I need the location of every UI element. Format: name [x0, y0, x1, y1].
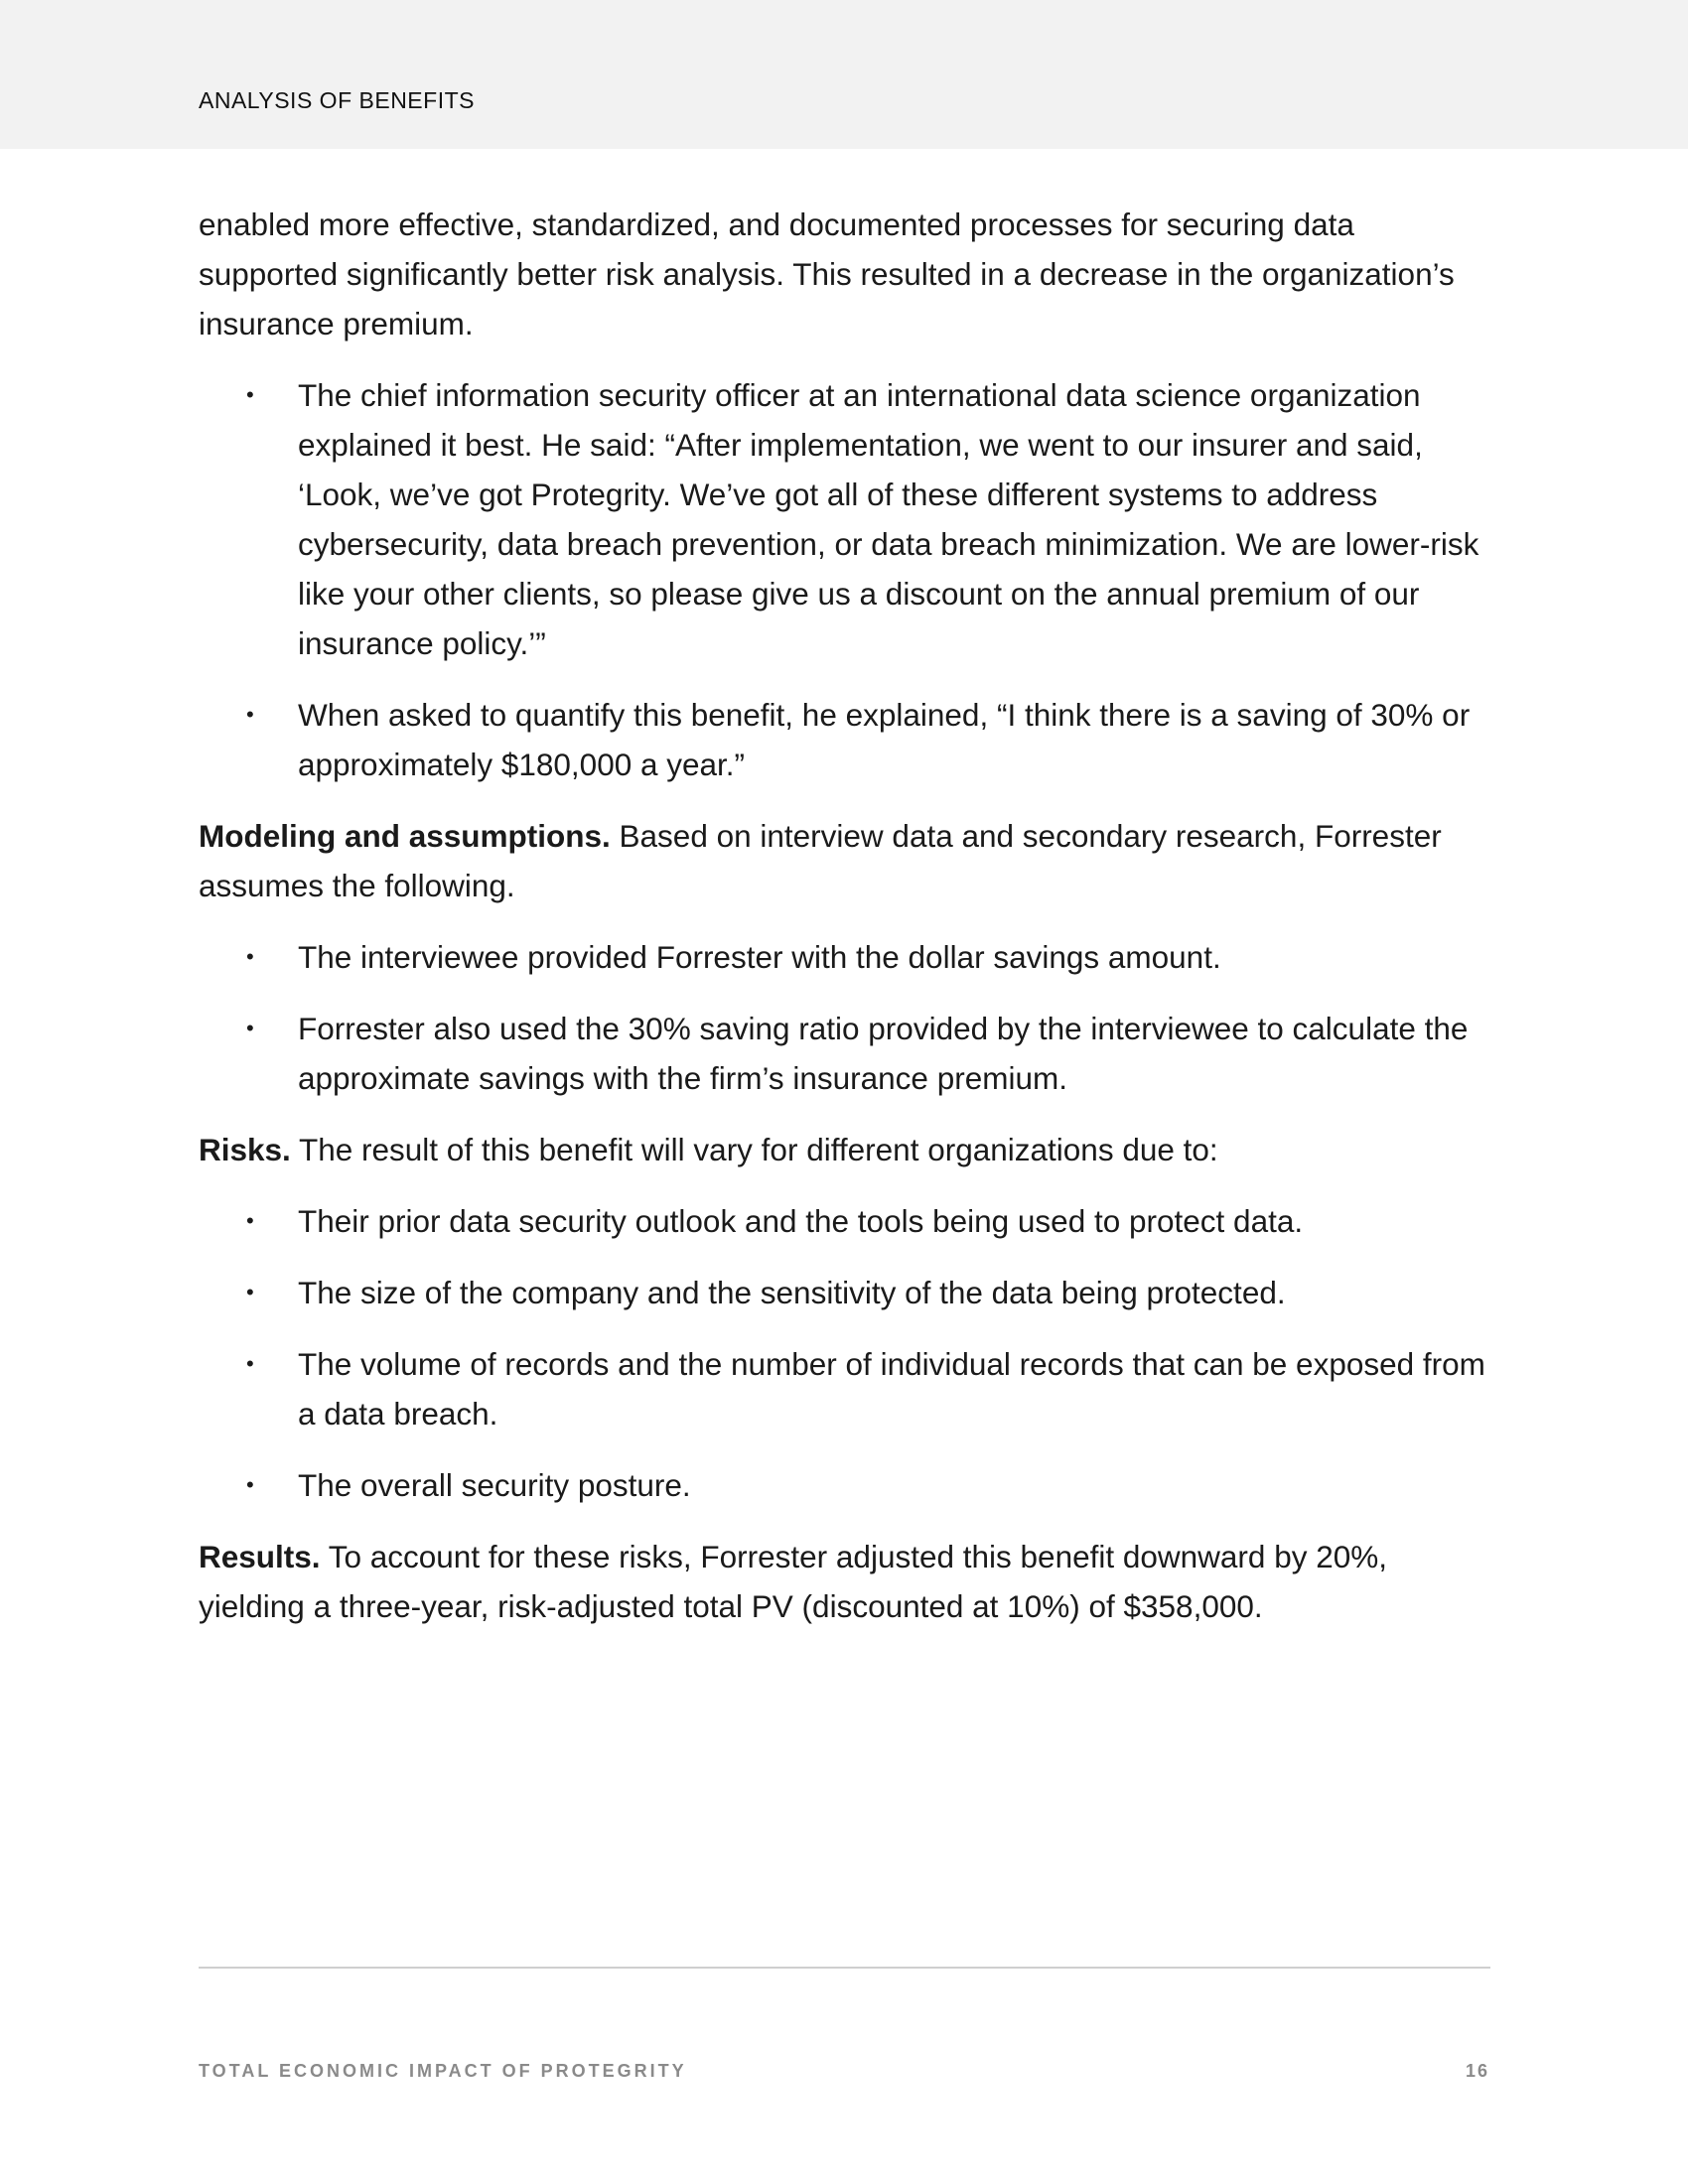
list-item-text: When asked to quantify this benefit, he explained, “I think there is a saving of 30% or approximately $180,000 a year.”: [298, 697, 1471, 782]
risks-label: Risks.: [199, 1132, 291, 1167]
bullet-icon: •: [246, 1351, 254, 1376]
risks-text: The result of this benefit will vary for different organizations due to:: [290, 1132, 1218, 1167]
list-item-text: The volume of records and the number of individual records that can be exposed from a data breach.: [298, 1346, 1485, 1432]
bullet-icon: •: [246, 1472, 254, 1497]
results-text: To account for these risks, Forrester adjusted this benefit downward by 20%, yielding a three-year, risk-adjusted total PV (discounted at 10%) of $358,000.: [199, 1539, 1388, 1624]
risks-list: [199, 1196, 1489, 1510]
results-label: Results.: [199, 1539, 321, 1574]
list-item-text: Forrester also used the 30% saving ratio provided by the interviewee to calculate the approximate savings with the firm’s insurance premium.: [298, 1011, 1469, 1096]
modeling-paragraph: [199, 811, 1489, 910]
footer-document-title: TOTAL ECONOMIC IMPACT OF PROTEGRITY: [199, 2061, 687, 2081]
modeling-list: [199, 932, 1489, 1103]
list-item: [199, 1460, 1489, 1510]
list-item-text: Their prior data security outlook and the tools being used to protect data.: [298, 1203, 1304, 1239]
modeling-text: Based on interview data and secondary research, Forrester assumes the following.: [199, 818, 1442, 903]
modeling-label: Modeling and assumptions.: [199, 818, 611, 854]
section-title: ANALYSIS OF BENEFITS: [199, 87, 475, 113]
list-item: [199, 1268, 1489, 1317]
page-header: [0, 0, 1688, 149]
list-item-text: The interviewee provided Forrester with the dollar savings amount.: [298, 939, 1221, 975]
footer-divider: [199, 1967, 1490, 1969]
list-item: [199, 370, 1489, 668]
results-paragraph: [199, 1532, 1489, 1631]
bullet-icon: •: [246, 944, 254, 969]
risks-paragraph: [199, 1125, 1489, 1174]
page-number: 16: [1465, 2061, 1489, 2081]
intro-paragraph: enabled more effective, standardized, and documented processes for securing data supported significantly better risk analysis. This resulted in a decrease in the organization’s insurance premium.: [199, 206, 1455, 341]
list-item-text: The chief information security officer at an international data science organization explained it best. He said: “After implementation, we went to our insurer and said, ‘Look, we’ve got Protegrity. We’ve got all of these different systems to address cybersecurity, data breach prevention, or data breach minimization. We are lower-risk like your other clients, so please give us a discount on the annual premium of our insurance policy.’”: [298, 377, 1479, 661]
bullet-icon: •: [246, 1208, 254, 1233]
list-item: [199, 932, 1489, 982]
list-item-text: The overall security posture.: [298, 1467, 691, 1503]
list-item-text: The size of the company and the sensitivity of the data being protected.: [298, 1275, 1286, 1310]
page-body: [199, 200, 1489, 1653]
list-item: [199, 1004, 1489, 1103]
list-item: [199, 1196, 1489, 1246]
quote-list: [199, 370, 1489, 789]
list-item: [199, 1339, 1489, 1438]
bullet-icon: •: [246, 702, 254, 727]
bullet-icon: •: [246, 1280, 254, 1304]
bullet-icon: •: [246, 1016, 254, 1040]
list-item: [199, 690, 1489, 789]
bullet-icon: •: [246, 382, 254, 407]
